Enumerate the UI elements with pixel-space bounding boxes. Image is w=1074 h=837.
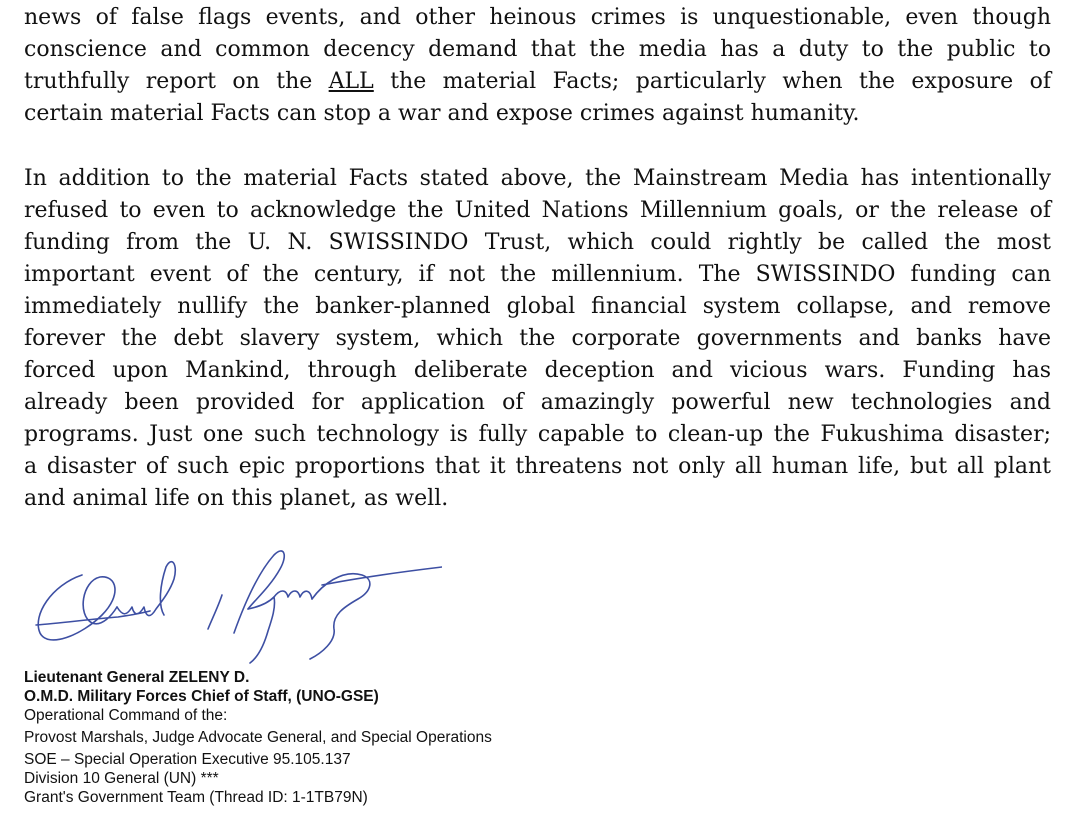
paragraph-2-line-9: programs. Just one such technology is fully capable to clean-up the Fukushima disaster;: [24, 422, 1051, 447]
paragraph-1-line-3-start: truthfully report on the: [24, 69, 329, 94]
signatory-name: Lieutenant General ZELENY D.: [24, 669, 250, 686]
signature-block: [24, 668, 492, 807]
paragraph-2-line-11: and animal life on this planet, as well.: [24, 486, 449, 511]
paragraph-2: [24, 163, 1051, 515]
paragraph-2-line-7: forced upon Mankind, through deliberate deception and vicious wars. Funding has: [24, 358, 1051, 383]
paragraph-2-line-2: refused to even to acknowledge the United Nations Millennium goals, or the release of: [24, 198, 1051, 223]
paragraph-2-line-10: a disaster of such epic proportions that it threatens not only all human life, but all plant: [24, 454, 1051, 479]
signatory-title: O.M.D. Military Forces Chief of Staff, (UNO-GSE): [24, 688, 379, 705]
signatory-departments: Provost Marshals, Judge Advocate General, and Special Operations: [24, 729, 492, 746]
paragraph-2-line-8: already been provided for application of amazingly powerful new technologies and: [24, 390, 1051, 415]
signatory-soe: SOE – Special Operation Executive 95.105.137: [24, 751, 351, 768]
handwritten-signature: [22, 545, 442, 670]
signatory-team: Grant's Government Team (Thread ID: 1-1TB79N): [24, 789, 368, 806]
signatory-command: Operational Command of the:: [24, 707, 228, 724]
paragraph-2-line-4: important event of the century, if not the millennium. The SWISSINDO funding can: [24, 262, 1051, 287]
paragraph-1-line-2: conscience and common decency demand that the media has a duty to the public to: [24, 37, 1051, 62]
paragraph-2-line-1: In addition to the material Facts stated above, the Mainstream Media has intentionally: [24, 166, 1051, 191]
paragraph-2-line-6: forever the debt slavery system, which the corporate governments and banks have: [24, 326, 1051, 351]
paragraph-1-line-1: news of false flags events, and other heinous crimes is unquestionable, even though: [24, 5, 1051, 30]
paragraph-1: [24, 2, 1051, 130]
paragraph-2-line-3: funding from the U. N. SWISSINDO Trust, which could rightly be called the most: [24, 230, 1051, 255]
paragraph-1-line-3: [24, 66, 1051, 98]
paragraph-1-line-4: certain material Facts can stop a war and expose crimes against humanity.: [24, 101, 860, 126]
signatory-division: Division 10 General (UN) ***: [24, 770, 219, 787]
underlined-all: ALL: [328, 69, 374, 94]
paragraph-2-line-5: immediately nullify the banker-planned global financial system collapse, and remove: [24, 294, 1051, 319]
paragraph-1-line-3-end: the material Facts; particularly when the exposure of: [373, 69, 1051, 94]
